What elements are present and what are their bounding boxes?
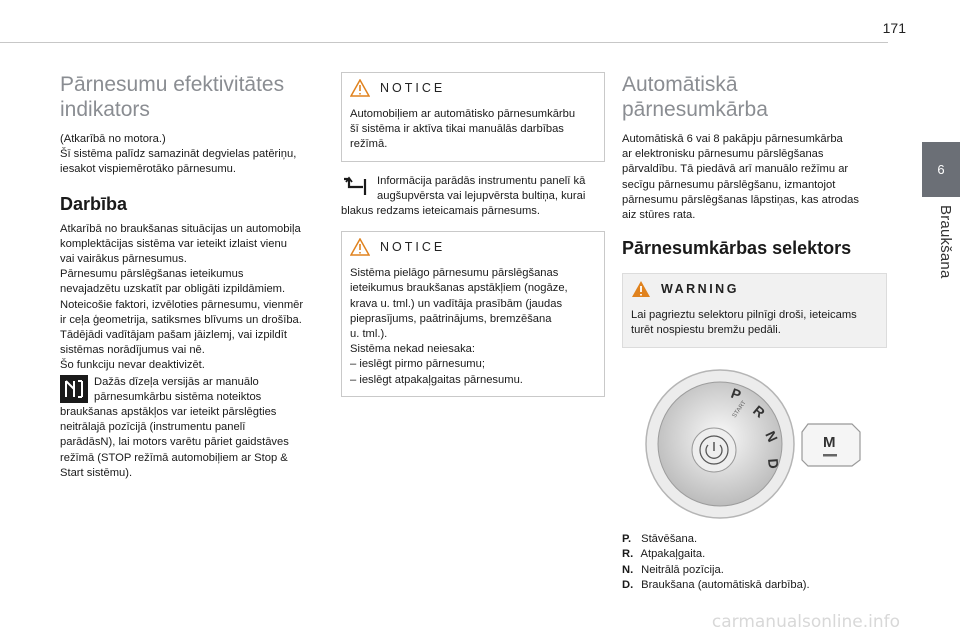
section-title-efficiency: Pārnesumu efektivitātes indikators: [60, 73, 285, 121]
chapter-tab[interactable]: [922, 142, 960, 197]
warning-triangle-icon: [631, 280, 651, 298]
legend-item: D. Braukšana (automātiskā darbība).: [622, 579, 810, 592]
gear-shift-arrow-icon: [341, 174, 371, 200]
chapter-label: Braukšana: [937, 205, 954, 279]
automatic-intro: Automātiskā 6 vai 8 pakāpju pārnesumkārba ar elektronisku pārnesumu pārslēgšanas pārvaldību. Tā piedāvā arī manuālo režīmu ar secīgu pārnesumu pārslēgšanu, izmantojot pārnesumu pārslēgšanas lāpstiņas, kas atrodas aiz stūres rata.: [622, 133, 859, 222]
neutral-indicator-icon: [60, 375, 88, 403]
manual-mode-button[interactable]: [802, 424, 860, 466]
warning-title: WARNING: [661, 282, 739, 297]
legend-item: P. Stāvēšana.: [622, 532, 698, 545]
column-1: [60, 72, 335, 481]
legend-item: R. Atpakaļgaita.: [622, 548, 706, 561]
top-rule: [0, 42, 888, 43]
operation-text: Atkarībā no braukšanas situācijas un automobiļa komplektācijas sistēma var ieteikt izlaist vienu vai vairākus pārnesumus. Pārnesumu pārslēgšanas ieteikumus nevajadzētu uzskatīt par obligāti izpildāmiem. Noteicošie faktori, izvēloties pārnesumu, vienmēr ir ceļa ģeometrija, satiksmes blīvums un drošība. Tādējādi vadītājam pašam jāizlemj, vai izpildīt sistēmas norādījumus vai nē. Šo funkciju nevar deaktivizēt.: [60, 222, 304, 372]
caution-triangle-icon: [350, 79, 370, 97]
gear-letter-n: N: [762, 428, 782, 445]
start-label: START: [731, 399, 748, 419]
gear-letter-d: D: [765, 457, 782, 469]
column-2: [341, 72, 605, 397]
chapter-number: 6: [937, 162, 945, 177]
gear-selector-illustration: [622, 362, 887, 522]
subtitle-selector: Pārnesumkārbas selektors: [622, 238, 852, 259]
legend-item: N. Neitrālā pozīcija.: [622, 563, 724, 576]
gear-letter-r: R: [750, 401, 769, 421]
gear-letter-p: P: [728, 384, 744, 403]
notice-box-2: NOTICE Sistēma pielāgo pārnesumu pārslēgšanas ieteikumus braukšanas apstākļiem (nogāze, krava u. tml.) un vadītāja prasībām (jaudas pieprasījums, paātrinājums, bremzēšana u. tml.). Sistēma nekad neiesaka: – ieslēgt pirmo pārnesumu; – ieslēgt atpakaļgaitas pārnesumu.: [341, 231, 605, 397]
warning-box: WARNING Lai pagrieztu selektoru pilnīgi droši, ieteicams turēt nospiestu bremžu pedāli.: [622, 273, 887, 347]
subtitle-operation: Darbība: [60, 193, 128, 214]
manual-mode-label: M: [823, 433, 836, 451]
notice-box-1: NOTICE Automobiļiem ar automātisko pārnesumkārbu šī sistēma ir aktīva tikai manuālās darbības režīmā.: [341, 72, 605, 162]
shift-indicator-info: Informācija parādās instrumentu panelī kā augšupvērsta vai lejupvērsta bultiņa, kurai blakus redzams ieteicamais pārnesums.: [341, 174, 586, 218]
page-number: 171: [882, 20, 906, 36]
section-title-automatic: Automātiskā pārnesumkārba: [622, 73, 768, 121]
watermark: carmanualsonline.info: [711, 612, 900, 632]
intro-text: (Atkarībā no motora.) Šī sistēma palīdz samazināt degvielas patēriņu, iesakot vispiemērotāko pārnesumu.: [60, 133, 297, 176]
notice-title: NOTICE: [380, 81, 446, 95]
gear-legend: [622, 532, 887, 594]
column-3: [622, 72, 887, 594]
diesel-note: Dažās dīzeļa versijās ar manuālo pārnesumkārbu sistēma noteiktos braukšanas apstākļos var ieteikt pārslēgties neitrālajā pozīcijā (instrumentu panelī parādāsN), lai motors varētu pāriet gaidstāves režīmā (STOP režīmā automobiļiem ar Stop & Start sistēmu).: [60, 375, 289, 479]
caution-triangle-icon: [350, 238, 370, 256]
notice-title: NOTICE: [380, 240, 446, 255]
